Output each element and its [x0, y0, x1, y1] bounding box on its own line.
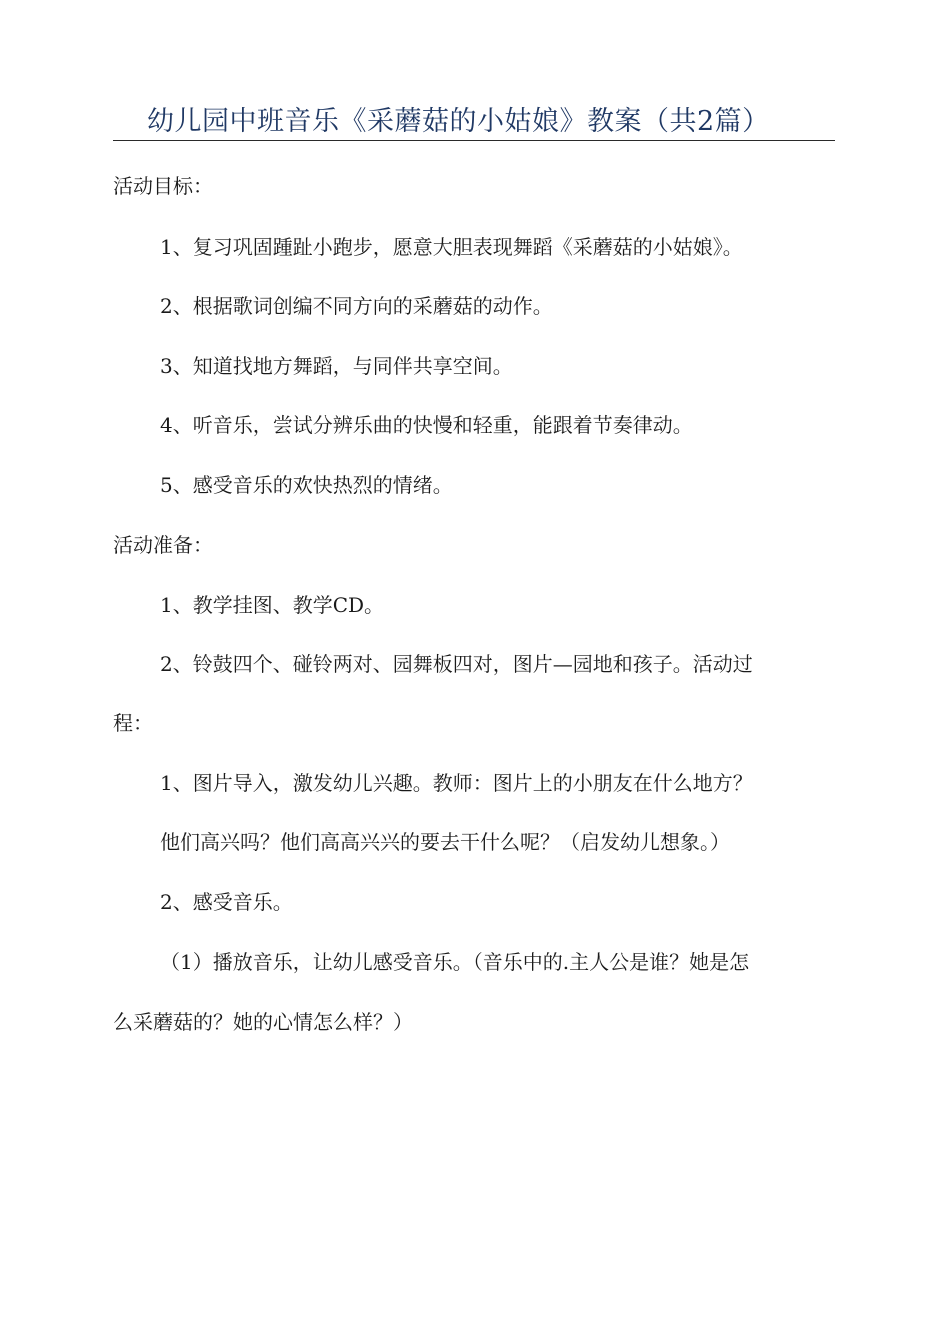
prep-item-1: 1、教学挂图、教学CD。 — [160, 593, 385, 617]
prep-item-2: 2、铃鼓四个、碰铃两对、园舞板四对，图片—园地和孩子。活动过 — [160, 652, 753, 676]
goal-item-4: 4、听音乐，尝试分辨乐曲的快慢和轻重，能跟着节奏律动。 — [160, 413, 693, 437]
goals-heading: 活动目标： — [113, 174, 213, 198]
prep-item-2-continuation: 程： — [113, 711, 153, 735]
process-sub-item-1: （1）播放音乐，让幼儿感受音乐。（音乐中的.主人公是谁？她是怎 — [160, 950, 750, 974]
prep-heading: 活动准备： — [113, 533, 213, 557]
process-item-2: 2、感受音乐。 — [160, 890, 293, 914]
document-title: 幼儿园中班音乐《采蘑菇的小姑娘》教案（共2篇） — [147, 106, 770, 137]
goal-item-1: 1、复习巩固踵趾小跑步，愿意大胆表现舞蹈《采蘑菇的小姑娘》。 — [160, 235, 743, 259]
goal-item-3: 3、知道找地方舞蹈，与同伴共享空间。 — [160, 354, 513, 378]
process-item-1: 1、图片导入，激发幼儿兴趣。教师：图片上的小朋友在什么地方？ — [160, 771, 753, 795]
process-item-1-continuation: 他们高兴吗？他们高高兴兴的要去干什么呢？（启发幼儿想象。） — [160, 830, 730, 854]
goal-item-2: 2、根据歌词创编不同方向的采蘑菇的动作。 — [160, 294, 553, 318]
process-sub-item-1-continuation: 么采蘑菇的？她的心情怎么样？） — [113, 1010, 413, 1034]
goal-item-5: 5、感受音乐的欢快热烈的情绪。 — [160, 473, 453, 497]
title-underline — [113, 104, 835, 141]
